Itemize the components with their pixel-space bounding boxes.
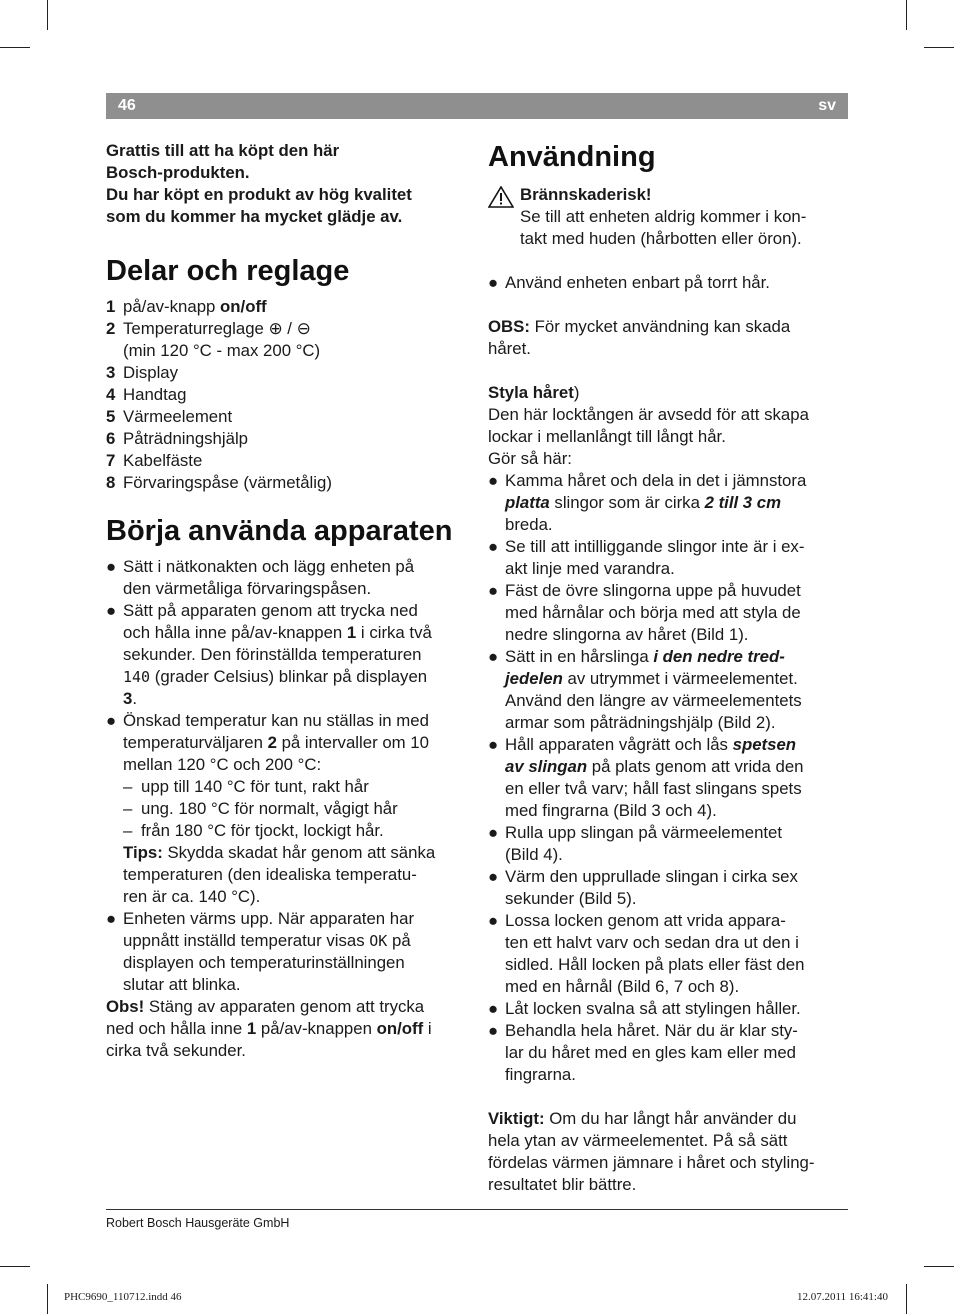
parts-item: 1 på/av-knapp on/off [106, 297, 267, 316]
dash-item: – ung. 180 °C för normalt, vågigt hår [123, 799, 398, 818]
parts-item: 3 Display [106, 363, 179, 382]
heading-start: Börja använda apparaten [106, 515, 453, 547]
left-column [106, 140, 468, 1062]
bullet-item: ● Sätt in en hårslinga i den nedre tred- jedelen av utrymmet i värmeelementet. Använd den längre av värmeelementets armar som påträdningshjälp (Bild 2). [488, 647, 802, 732]
style-intro: Styla håret) Den här locktången är avsedd för att skapa lockar i mellanlångt till långt hår. Gör så här: [488, 383, 809, 468]
heading-usage: Användning [488, 141, 656, 173]
parts-item: 4 Handtag [106, 385, 187, 404]
language-code: sv [818, 97, 836, 114]
obs-note: OBS: För mycket användning kan skada håret. [488, 317, 791, 358]
crop-mark [47, 1284, 48, 1314]
bullet-item: ● Se till att intilliggande slingor inte är i ex- akt linje med varandra. [488, 537, 805, 578]
parts-item: 8 Förvaringspåse (värmetålig) [106, 473, 332, 492]
intro-line: Bosch-produkten. [106, 163, 250, 182]
bullet-item: ● Önskad temperatur kan nu ställas in med temperaturväljaren 2 på intervaller om 10 mellan 120 °C och 200 °C: – upp till 140 °C för tunt, rakt hår – ung. 180 °C för normalt, vågigt hår – från 180 °C för tjockt, lockigt hår. Tips: Skydda skadat hår genom att sänka temperaturen (den idealiska temperatu- ren är ca. 140 °C). [106, 711, 436, 906]
dash-item: – upp till 140 °C för tunt, rakt hår [123, 777, 369, 796]
right-column [488, 140, 850, 1196]
parts-item: 5 Värmeelement [106, 407, 233, 426]
display-readout: 140 [123, 668, 151, 686]
slug-timestamp: 12.07.2011 16:41:40 [797, 1291, 888, 1303]
display-readout: OK [369, 932, 388, 950]
important-note: Viktigt: Om du har långt hår använder du hela ytan av värmeelementet. På så sätt fördelas värmen jämnare i håret och styling- resultatet blir bättre. [488, 1109, 815, 1194]
crop-mark [0, 1266, 30, 1267]
crop-mark [47, 0, 48, 30]
bullet-item: ● Använd enheten enbart på torrt hår. [488, 273, 770, 292]
bullet-item: ● Behandla hela håret. När du är klar sty- lar du håret med en gles kam eller med fingrarna. [488, 1021, 798, 1084]
crop-mark [906, 0, 907, 30]
bullet-item: ● Enheten värms upp. När apparaten har uppnått inställd temperatur visas OK på displayen och temperaturinställningen slutar att blinka. [106, 909, 415, 994]
crop-mark [924, 47, 954, 48]
bullet-item: ● Rulla upp slingan på värmeelementet (Bild 4). [488, 823, 783, 864]
parts-item: 2 Temperaturreglage ⊕ / ⊖ (min 120 °C - max 200 °C) [106, 319, 321, 360]
crop-mark [0, 47, 30, 48]
obs-paragraph: Obs! Stäng av apparaten genom att trycka ned och hålla inne 1 på/av-knappen on/off i cirka två sekunder. [106, 997, 432, 1060]
bullet-item: ● Fäst de övre slingorna uppe på huvudet med hårnålar och börja med att styla de nedre slingorna av håret (Bild 1). [488, 581, 801, 644]
bullet-item: ● Sätt på apparaten genom att trycka ned och hålla inne på/av-knappen 1 i cirka två sekunder. Den förinställda temperaturen 140 (grader Celsius) blinkar på displayen 3. [106, 601, 432, 708]
footer-company: Robert Bosch Hausgeräte GmbH [106, 1216, 290, 1230]
parts-item: 6 Påträdningshjälp [106, 429, 249, 448]
intro-line: Grattis till att ha köpt den här [106, 141, 340, 160]
page-number: 46 [118, 97, 136, 114]
bullet-item: ● Låt locken svalna så att stylingen håller. [488, 999, 801, 1018]
bullet-item: ● Värm den upprullade slingan i cirka sex sekunder (Bild 5). [488, 867, 798, 908]
dash-item: – från 180 °C för tjockt, lockigt hår. [123, 821, 384, 840]
bullet-item: ● Lossa locken genom att vrida appara- ten ett halvt varv och sedan dra ut den i sidled. Håll locken på plats eller fäst den med en hårnål (Bild 6, 7 och 8). [488, 911, 805, 996]
warning-block: Brännskaderisk! Se till att enheten aldrig kommer i kon- takt med huden (hårbotten eller öron). [488, 184, 850, 250]
crop-mark [906, 1284, 907, 1314]
crop-mark [924, 1266, 954, 1267]
footer-divider [106, 1209, 848, 1210]
intro-line: som du kommer ha mycket glädje av. [106, 207, 403, 226]
tips-label: Tips: [123, 843, 163, 862]
warning-triangle-icon [488, 184, 520, 250]
heading-parts: Delar och reglage [106, 255, 350, 287]
slug-filename: PHC9690_110712.indd 46 [64, 1291, 182, 1303]
intro-line: Du har köpt en produkt av hög kvalitet [106, 185, 412, 204]
header-bar [106, 93, 848, 119]
bullet-item: ● Håll apparaten vågrätt och lås spetsen av slingan på plats genom att vrida den en eller två varv; håll fast slingans spets med fingrarna (Bild 3 och 4). [488, 735, 804, 820]
parts-item: 7 Kabelfäste [106, 451, 203, 470]
bullet-item: ● Kamma håret och dela in det i jämnstora platta slingor som är cirka 2 till 3 cm breda. [488, 471, 807, 534]
bullet-item: ● Sätt i nätkonakten och lägg enheten på den värmetåliga förvaringspåsen. [106, 557, 415, 598]
